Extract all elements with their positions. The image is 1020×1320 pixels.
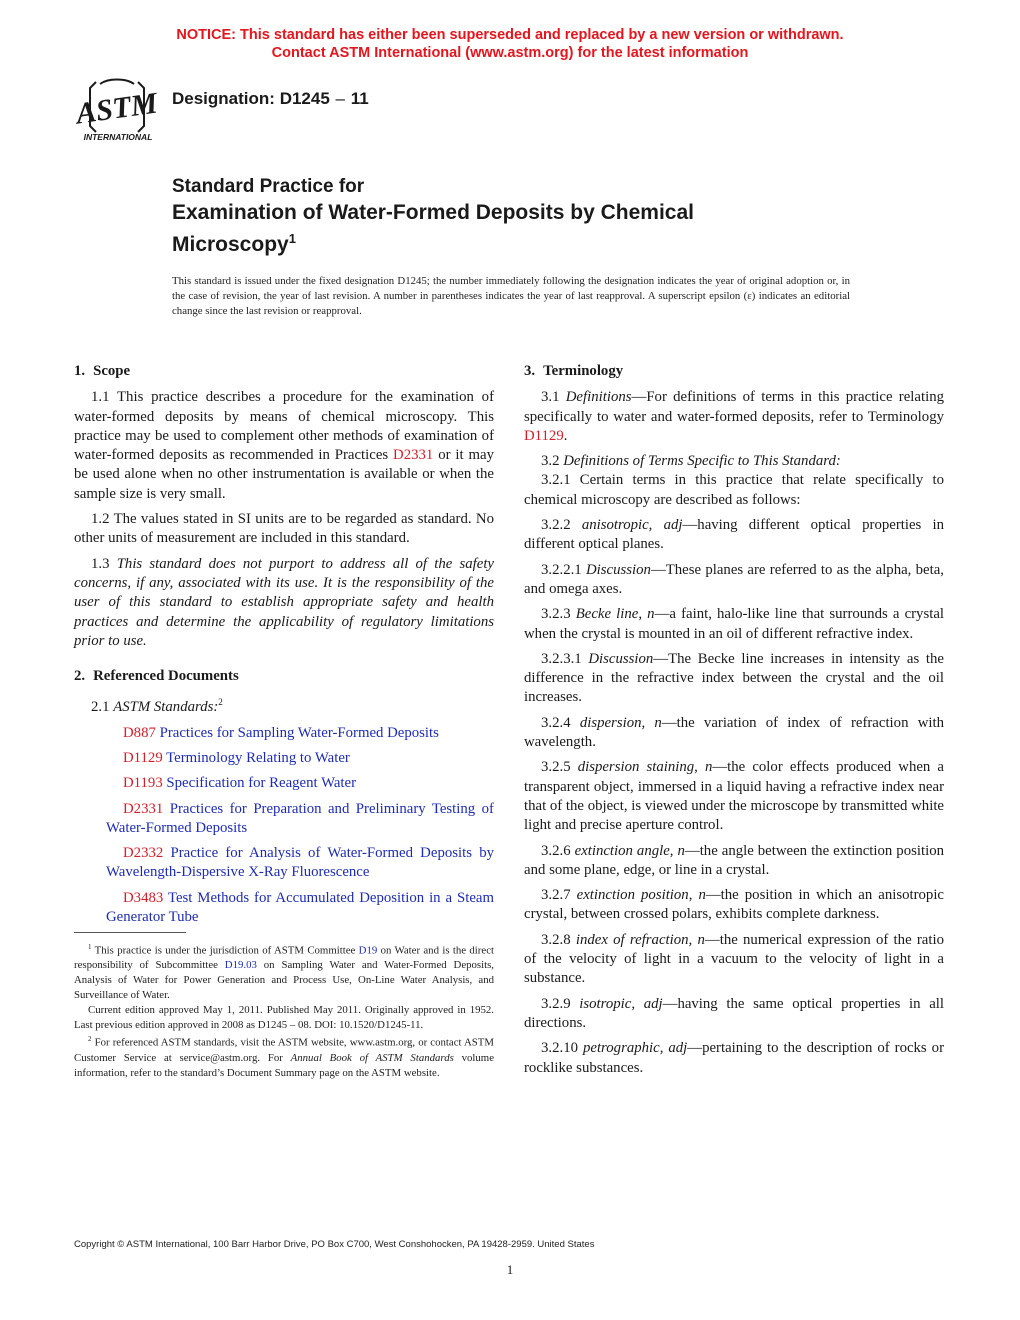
definition: 3.2.10 petrographic, adj—pertaining to the description of rocks or rocklike substances. (524, 1040, 944, 1076)
definition: 3.2.5 dispersion staining, n—the color effects produced when a transparent object, immersed in a liquid having a refractive index near that of the object, is viewed under the microscope by transmitted white light and precise aperture control. (524, 759, 944, 834)
reference-item[interactable]: D1129 Terminology Relating to Water (123, 749, 350, 766)
footnote-1: $^1$ This practice is under the jurisdiction of ASTM Committee D19 on Water and is the direct responsibility of Subcommittee D19.03 on Sampling Water and Water-Formed Deposits, Analysis of Water for Power Generation and Process Use, On-Line Water Analysis, and Surveillance of Water. (74, 943, 495, 1001)
link-d2331[interactable]: D2331 (393, 447, 434, 464)
right-column (524, 362, 944, 1084)
reference-item[interactable]: D1193 Specification for Reagent Water (123, 775, 357, 792)
footnote-2: $^2$ For referenced ASTM standards, visit the ASTM website, www.astm.org, or contact ASTM Customer Service at service@astm.org. For Annual Book of ASTM Standards volume information, refer to the standard’s Document Summary page on the ASTM website. (74, 1035, 494, 1079)
title-line-1: Standard Practice for (172, 176, 365, 197)
para-1-3: 1.3 This standard does not purport to address all of the safety concerns, if any, associated with its use. It is the responsibility of the user of this standard to establish appropriate safety and health practices and determine the applicability of regulatory limitations prior to use. (74, 555, 494, 649)
designation (172, 89, 369, 109)
para-3-1: 3.1 Definitions—For definitions of terms in this practice relating specifically to water and water-formed deposits, refer to Terminology D1129. (524, 389, 944, 444)
copyright: Copyright © ASTM International, 100 Barr Harbor Drive, PO Box C700, West Conshohocken, PA 19428-2959. United States (74, 1239, 595, 1250)
para-1-2: 1.2 The values stated in SI units are to be regarded as standard. No other units of measurement are included in this standard. (74, 511, 494, 547)
svg-text:INTERNATIONAL: INTERNATIONAL (83, 132, 153, 142)
designation-label: Designation: (172, 89, 275, 108)
section-terminology-heading: 3. Terminology (524, 363, 624, 379)
definition: 3.2.7 extinction position, n—the position in which an anisotropic crystal, between crossed polars, exhibits complete darkness. (524, 887, 944, 923)
definition: 3.2.6 extinction angle, n—the angle between the extinction position and some plane, edge, or line in a crystal. (524, 842, 944, 878)
definition: 3.2.9 isotropic, adj—having the same optical properties in all directions. (524, 995, 944, 1031)
page-number: 1 (506, 1262, 514, 1277)
para-3-2: 3.2 Definitions of Terms Specific to This Standard: (541, 453, 841, 470)
link-d1129[interactable]: D1129 (524, 427, 564, 444)
designation-sep: – (335, 89, 345, 108)
title-line-3: Microscopy (172, 233, 289, 256)
reference-item[interactable]: D3483 Test Methods for Accumulated Deposition in a Steam Generator Tube (106, 889, 494, 926)
link-d19-03[interactable]: D19.03 (224, 959, 257, 972)
issued-note: This standard is issued under the fixed designation D1245; the number immediately following the designation indicates the year of original adoption or, in the case of revision, the year of last revision. A number in parentheses indicates the year of last reapproval. A superscript epsilon (ε) indicates an editorial change since the last revision or reapproval. (172, 275, 850, 317)
title-footnote-ref[interactable]: 1 (288, 231, 296, 246)
astm-logo (74, 74, 160, 144)
definition: 3.2.2 anisotropic, adj—having different optical properties in different optical planes. (524, 517, 945, 553)
left-column (74, 362, 494, 933)
notice-banner (0, 26, 1020, 62)
reference-item[interactable]: D2332 Practice for Analysis of Water-Formed Deposits by Wavelength-Dispersive X-Ray Fluorescence (106, 845, 494, 881)
notice-line-2: Contact ASTM International (www.astm.org) for the latest information (271, 45, 749, 61)
footnotes (74, 940, 494, 1080)
section-scope-heading: 1. Scope (74, 363, 131, 379)
definition: 3.2.3 Becke line, n—a faint, halo-like line that surrounds a crystal when the crystal is mounted in an oil of different refractive index. (524, 606, 945, 642)
definition: 3.2.3.1 Discussion—The Becke line increases in intensity as the difference in the refractive index between the crystal and the oil increases. (524, 650, 944, 706)
para-1-1: 1.1 This practice describes a procedure for the examination of water-formed deposits by means of chemical microscopy. This practice may be used to complement other methods of examination of water-formed deposits as recommended in Practices D2331 or it may be used alone when no other instrumentation is available or when the sample size is very small. (74, 389, 494, 502)
definition: 3.2.2.1 Discussion—These planes are referred to as the alpha, beta, and omega axes. (524, 561, 944, 597)
title-line-2: Examination of Water-Formed Deposits by Chemical (172, 201, 694, 224)
section-refs-heading: 2. Referenced Documents (74, 668, 239, 685)
link-d19[interactable]: D19 (358, 944, 378, 957)
reference-list (74, 724, 494, 928)
notice-line-1: NOTICE: This standard has either been superseded and replaced by a new version or withdrawn. (176, 27, 844, 43)
svg-text:ASTM: ASTM (74, 86, 160, 131)
designation-year: 11 (350, 89, 369, 108)
footnote-rule (74, 932, 186, 933)
designation-code: D1245 (279, 89, 330, 108)
document-title (172, 174, 872, 258)
footnote-1-edition: Current edition approved May 1, 2011. Published May 2011. Originally approved in 1952. Last previous edition approved in 2008 as D1245 – 08. DOI: 10.1520/D1245-11. (74, 1003, 494, 1031)
para-2-1: 2.1 ASTM Standards:$^2$ (91, 697, 223, 716)
reference-item[interactable]: D887 Practices for Sampling Water-Formed Deposits (123, 724, 439, 741)
reference-item[interactable]: D2331 Practices for Preparation and Preliminary Testing of Water-Formed Deposits (106, 800, 494, 836)
para-3-2-1: 3.2.1 Certain terms in this practice that relate specifically to chemical microscopy are described as follows: (524, 472, 944, 508)
definition: 3.2.8 index of refraction, n—the numerical expression of the ratio of the velocity of light in a vacuum to the velocity of light in a substance. (524, 931, 944, 987)
definition: 3.2.4 dispersion, n—the variation of index of refraction with wavelength. (524, 714, 945, 751)
